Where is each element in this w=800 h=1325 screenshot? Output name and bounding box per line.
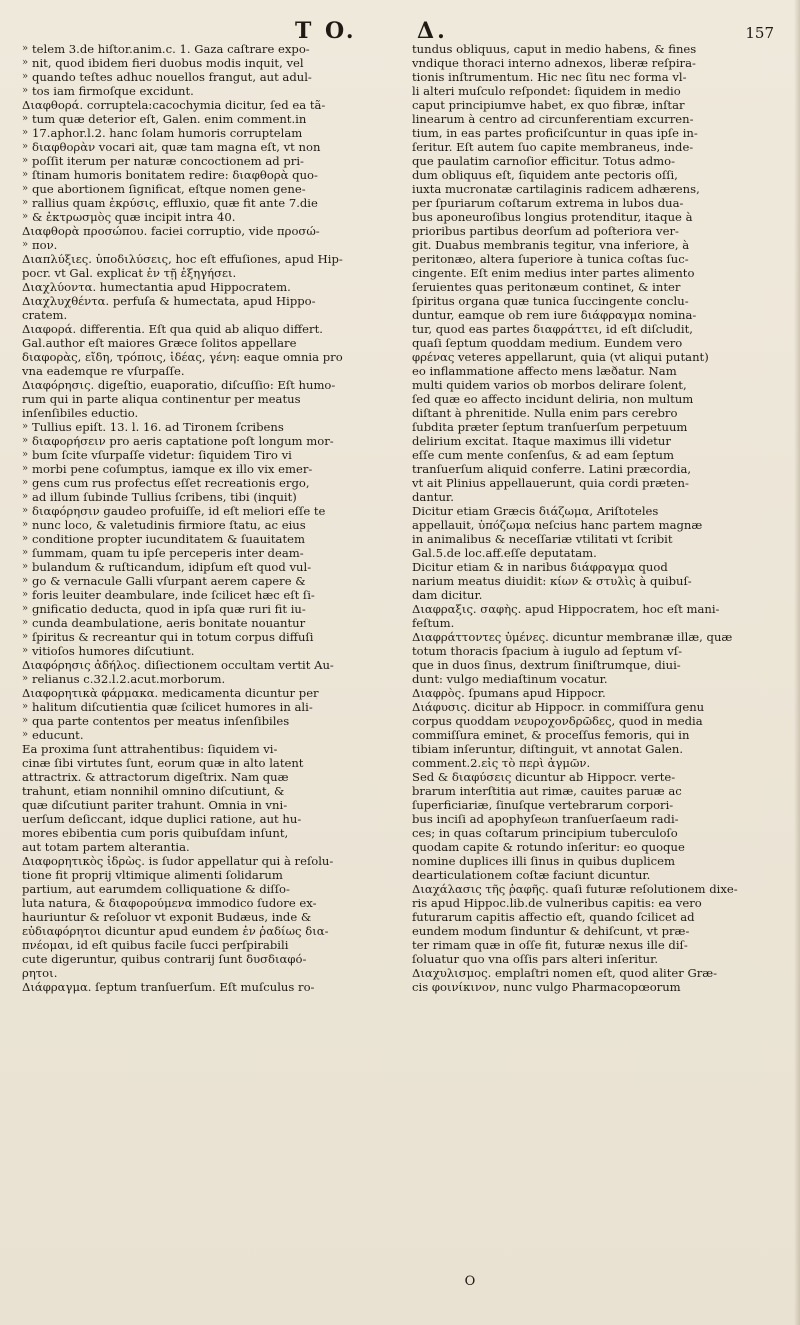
- text-line: linearum à centro ad circunferentiam excurren-: [412, 112, 694, 126]
- text-line: » relianus c.32.l.2.acut.morborum.: [22, 672, 378, 686]
- text-line: tium, in eas partes proficiſcuntur in quas ipſe in-: [412, 126, 698, 140]
- text-line: delirium excitat. Itaque maximus illi videtur: [412, 434, 671, 448]
- text-line: in animalibus & neceſſariæ vtilitati vt ſcribit «: [412, 532, 772, 546]
- text-line: » go & vernacule Galli vſurpant aerem capere &: [22, 574, 378, 588]
- text-line: » & ἐκτρωσμὸς quæ incipit intra 40.: [22, 210, 378, 224]
- text-line: cute digeruntur, quibus contrarij ſunt δυσδιαφό-: [22, 952, 307, 966]
- text-line: Διάφραγμα. ſeptum tranſuerſum. Eſt muſculus ro-: [22, 980, 315, 994]
- text-line: ſuperficiariæ, ſinuſque vertebrarum corpori- «: [412, 798, 772, 812]
- text-line: li alteri muſculo reſpondet: ſiquidem in medio: [412, 84, 681, 98]
- text-line: Διαφόρησις ἀδήλος. diſiectionem occultam vertit Au-: [22, 658, 334, 672]
- text-line: ſeruientes quas peritonæum continet, & inter: [412, 280, 681, 294]
- text-line: narium meatus diuidit: κίων & στυλὶς à quibuſ-: [412, 574, 692, 588]
- text-line: git. Duabus membranis tegitur, vna inferiore, à: [412, 238, 690, 252]
- text-line: mores ebibentia cum poris quibuſdam inſunt,: [22, 826, 289, 840]
- text-line: Διαφθορά. corruptela:cacochymia dicitur, ſed ea tã-: [22, 98, 326, 112]
- text-line: διαφορὰς, εἴδη, τρόποις, ἰδέας, γένη: eaque omnia pro: [22, 350, 343, 364]
- text-line: φρένας veteres appellarunt, quia (vt aliqui putant): [412, 350, 709, 364]
- text-line: futurarum capitis affectio eſt, quando ſcilicet ad «: [412, 910, 772, 924]
- text-line: » gens cum rus profectus eſſet recreationis ergo,: [22, 476, 378, 490]
- text-line: eo inflammatione affecto mens læðatur. Nam: [412, 364, 677, 378]
- text-line: multi quidem varios ob morbos delirare ſolent,: [412, 378, 687, 392]
- text-line: corpus quoddam νευροχονδρῶδες, quod in media: [412, 714, 703, 728]
- text-line: cratem.: [22, 308, 68, 322]
- text-line: Διάφυσις. dicitur ab Hippocr. in commiſſura genu: [412, 700, 705, 714]
- text-line: ſubdita præter ſeptum tranſuerſum perpetuum: [412, 420, 688, 434]
- text-line: bus inciſi ad apophyſeωn tranſuerſaeum radi- «: [412, 812, 772, 826]
- text-line: ſoluatur quo vna oſſis pars alteri inſeritur. «: [412, 952, 772, 966]
- text-line: Διαφόρησις. digeſtio, euaporatio, diſcuſſio: Eſt humo-: [22, 378, 336, 392]
- text-line: cinæ ſibi virtutes ſunt, eorum quæ in alto latent: [22, 756, 304, 770]
- text-line: que in duos ſinus, dextrum ſiniſtrumque, diui-: [412, 658, 681, 672]
- text-line: Διαχάλασις τῆς ῥαφῆς. quaſi futuræ reſolutionem dixe- «: [412, 882, 772, 896]
- text-line: vna eademque re vſurpaſſe.: [22, 364, 185, 378]
- text-line: ſeritur. Eſt autem ſuo capite membraneus, inde-: [412, 140, 694, 154]
- text-line: tionis inſtrumentum. Hic nec ſitu nec forma vl-: [412, 70, 687, 84]
- text-line: » cunda deambulatione, aeris bonitate nouantur: [22, 616, 378, 630]
- text-line: » morbi pene coſumptus, iamque ex illo vix emer-: [22, 462, 378, 476]
- text-line: » educunt.: [22, 728, 378, 742]
- text-line: » qua parte contentos per meatus inſenſibiles: [22, 714, 378, 728]
- text-line: ſed quæ eo affecto incidunt deliria, non multum: [412, 392, 694, 406]
- text-line: luta natura, & διαφορούμενα immodico ſudore ex-: [22, 896, 317, 910]
- text-line: partium, aut earumdem colliquatione & diſſo-: [22, 882, 290, 896]
- text-line: ρητοι.: [22, 966, 58, 980]
- text-line: per ſpuriarum coſtarum extrema in lubos dua-: [412, 196, 684, 210]
- running-head-right: Δ.: [417, 18, 448, 44]
- text-line: aut totam partem alterantia.: [22, 840, 190, 854]
- text-line: hauriuntur & reſoluor vt exponit Budæus, inde &: [22, 910, 312, 924]
- text-line: quæ diſcutiunt pariter trahunt. Omnia in vni-: [22, 798, 288, 812]
- text-line: diſtant à phrenitide. Nulla enim pars cerebro: [412, 406, 678, 420]
- text-line: » ſummam, quam tu ipſe perceperis inter deam-: [22, 546, 378, 560]
- text-line: Gal.author eſt maiores Græce ſolitos appellare: [22, 336, 297, 350]
- text-line: » poſſit iterum per naturæ concoctionem ad pri-: [22, 154, 378, 168]
- catchword: [0, 1270, 800, 1289]
- text-line: quaſi ſeptum quoddam medium. Eundem vero: [412, 336, 683, 350]
- text-line: » bum ſcite vſurpaſſe videtur: ſiquidem Tiro vi: [22, 448, 378, 462]
- text-line: nomine duplices illi ſinus in quibus duplicem «: [412, 854, 772, 868]
- text-line: » telem 3.de hiſtor.anim.c. 1. Gaza caſtrare expo-: [22, 42, 378, 56]
- text-line: » conditione propter iucunditatem & ſuauitatem: [22, 532, 378, 546]
- text-line: Dicitur etiam Græcis διάζωμα, Ariſtoteles «: [412, 504, 772, 518]
- text-line: » bulandum & ruſticandum, idipſum eſt quod vul-: [22, 560, 378, 574]
- text-line: » que abortionem ſignificat, eſtque nomen gene-: [22, 182, 378, 196]
- text-line: bus aponeuroſibus longius protenditur, itaque à: [412, 210, 693, 224]
- text-line: brarum interſtitia aut rimæ, cauites paruæ ac «: [412, 784, 772, 798]
- text-line: » gnificatio deducta, quod in ipſa quæ ruri fit iu-: [22, 602, 378, 616]
- text-line: rum qui in parte aliqua continentur per meatus: [22, 392, 301, 406]
- page-header: [0, 10, 800, 44]
- text-line: » ad illum ſubinde Tullius ſcribens, tibi (inquit): [22, 490, 378, 504]
- text-line: eundem modum ſinduntur & dehiſcunt, vt præ- «: [412, 924, 772, 938]
- catchword-text: O: [464, 1274, 476, 1289]
- text-line: Sed & διαφύσεις dicuntur ab Hippocr. verte- «: [412, 770, 772, 784]
- text-line: vt ait Plinius appellauerunt, quia cordi præten-: [412, 476, 689, 490]
- text-line: tur, quod eas partes διαφράττει, id eſt diſcludit,: [412, 322, 693, 336]
- text-line: εὐδιαφόρητοι dicuntur apud eundem ἐν ῥαδίως δια-: [22, 924, 329, 938]
- text-line: caput principiumve habet, ex quo fibræ, inſtar: [412, 98, 685, 112]
- text-line: » tos iam firmoſque excidunt.: [22, 84, 378, 98]
- text-line: » rallius quam ἐκρύσις, effluxio, quæ fit ante 7.die: [22, 196, 378, 210]
- text-line: uerſum deſiccant, idque duplici ratione, aut hu-: [22, 812, 302, 826]
- page-edge-shadow: [794, 0, 800, 1325]
- text-line: Διαχλύοντα. humectantia apud Hippocratem.: [22, 280, 291, 294]
- text-line: commiſſura eminet, & proceſſus femoris, qui in: [412, 728, 690, 742]
- text-line: dearticulationem coſtæ faciunt dicuntur. «: [412, 868, 772, 882]
- text-line: πνέομαι, id eſt quibus facile ſucci perſpirabili: [22, 938, 289, 952]
- text-line: ter rimam quæ in oſſe fit, futuræ nexus ille diſ- «: [412, 938, 772, 952]
- text-line: quodam capite & rotundo inſeritur: eo quoque «: [412, 840, 772, 854]
- text-line: » nit, quod ibidem fieri duobus modis inquit, vel: [22, 56, 378, 70]
- text-line: attractrix. & attractorum digeſtrix. Nam quæ: [22, 770, 289, 784]
- right-column: [412, 42, 772, 994]
- text-line: » tum quæ deterior eſt, Galen. enim comment.in: [22, 112, 378, 126]
- text-line: Διαφθορὰ προσώπου. faciei corruptio, vide προσώ-: [22, 224, 320, 238]
- text-line: trahunt, etiam nonnihil omnino diſcutiunt, &: [22, 784, 285, 798]
- text-line: comment.2.εἰς τὸ περὶ ἀγμῶν.: [412, 756, 591, 770]
- text-line: Διαχυλισμος. emplaſtri nomen eſt, quod aliter Græ- «: [412, 966, 772, 980]
- text-line: ris apud Hippoc.lib.de vulneribus capitis: ea vero «: [412, 896, 772, 910]
- text-line: » foris leuiter deambulare, inde ſcilicet hæc eſt ſi-: [22, 588, 378, 602]
- text-line: totum thoracis ſpacium à iugulo ad ſeptum vſ-: [412, 644, 683, 658]
- text-line: tundus obliquus, caput in medio habens, & fines: [412, 42, 697, 56]
- text-line: » διαφόρησιν gaudeo profuiſſe, id eſt meliori eſſe te: [22, 504, 378, 518]
- page-number: 157: [745, 24, 774, 42]
- text-line: » halitum diſcutientia quæ ſcilicet humores in ali-: [22, 700, 378, 714]
- text-line: Διαφραξις. σαφὴς. apud Hippocratem, hoc eſt mani-: [412, 602, 720, 616]
- text-line: Διαφορά. differentia. Eſt qua quid ab aliquo differt.: [22, 322, 323, 336]
- text-line: duntur, eamque ob rem iure διάφραγμα nomina-: [412, 308, 697, 322]
- text-line: inſenſibiles eductio.: [22, 406, 139, 420]
- text-line: que paulatim carnoſior efficitur. Totus admo-: [412, 154, 676, 168]
- text-line: » διαφορήσειν pro aeris captatione poſt longum mor-: [22, 434, 378, 448]
- running-head-left: T O.: [295, 18, 357, 44]
- text-line: iuxta mucronatæ cartilaginis radicem adhærens,: [412, 182, 700, 196]
- text-line: » ſtinam humoris bonitatem redire: διαφθορὰ quo-: [22, 168, 378, 182]
- text-line: » διαφθορὰν vocari ait, quæ tam magna eſt, vt non: [22, 140, 378, 154]
- text-line: dum obliquus eſt, ſiquidem ante pectoris oſſi,: [412, 168, 678, 182]
- text-line: Dicitur etiam & in naribus διάφραγμα quod: [412, 560, 668, 574]
- text-line: pocr. vt Gal. explicat ἐν τῇ ἐξηγήσει.: [22, 266, 237, 280]
- text-line: vndique thoraci interno adnexos, liberæ reſpira-: [412, 56, 696, 70]
- text-line: dunt: vulgo mediaſtinum vocatur.: [412, 672, 608, 686]
- text-line: Gal.5.de loc.aff.eſſe deputatam.: [412, 546, 597, 560]
- text-line: feſtum.: [412, 616, 455, 630]
- text-line: Ea proxima ſunt attrahentibus: ſiquidem vi-: [22, 742, 278, 756]
- text-line: Διαφορητικὸς ἱδρὼς. is ſudor appellatur qui à reſolu-: [22, 854, 334, 868]
- text-line: Διαχλυχθέντα. perfuſa & humectata, apud Hippo-: [22, 294, 316, 308]
- text-line: » πον.: [22, 238, 378, 252]
- text-line: cis φοινίκινον, nunc vulgo Pharmacopœorum «: [412, 980, 772, 994]
- text-line: appellauit, ὑπόζωμα neſcius hanc partem magnæ «: [412, 518, 772, 532]
- text-line: » nunc loco, & valetudinis firmiore ſtatu, ac eius: [22, 518, 378, 532]
- text-line: dantur.: [412, 490, 454, 504]
- text-line: Διαφρὸς. ſpumans apud Hippocr.: [412, 686, 606, 700]
- text-line: eſſe cum mente conſenſus, & ad eam ſeptum: [412, 448, 674, 462]
- text-line: tione fit proprij vltimique alimenti ſolidarum: [22, 868, 283, 882]
- text-line: peritonæo, altera ſuperiore à tunica coſtas ſuc-: [412, 252, 689, 266]
- left-column: [22, 42, 378, 994]
- text-line: Διαφορητικὰ φάρμακα. medicamenta dicuntur per: [22, 686, 319, 700]
- text-line: » Tullius epiſt. 13. l. 16. ad Tironem ſcribens: [22, 420, 378, 434]
- text-line: » quando teſtes adhuc nouellos frangut, aut adul-: [22, 70, 378, 84]
- text-line: ſpiritus organa quæ tunica ſuccingente conclu-: [412, 294, 689, 308]
- text-line: prioribus partibus deorſum ad poſteriora ver-: [412, 224, 679, 238]
- text-line: Διαφράττοντες ὑμένες. dicuntur membranæ illæ, quæ: [412, 630, 733, 644]
- text-line: tranſuerſum aliquid conferre. Latini præcordia,: [412, 462, 692, 476]
- text-line: tibiam inſeruntur, diſtinguit, vt annotat Galen.: [412, 742, 684, 756]
- text-line: » 17.aphor.l.2. hanc ſolam humoris corruptelam: [22, 126, 378, 140]
- text-line: ces; in quas coſtarum principium tuberculoſo «: [412, 826, 772, 840]
- text-line: dam dicitur.: [412, 588, 483, 602]
- text-line: Διαπλύξιες. ὑποδιλύσεις, hoc eſt effuſiones, apud Hip-: [22, 252, 343, 266]
- text-line: cingente. Eſt enim medius inter partes alimento: [412, 266, 695, 280]
- text-line: » ſpiritus & recreantur qui in totum corpus diffuſi: [22, 630, 378, 644]
- text-line: » vitioſos humores diſcutiunt.: [22, 644, 378, 658]
